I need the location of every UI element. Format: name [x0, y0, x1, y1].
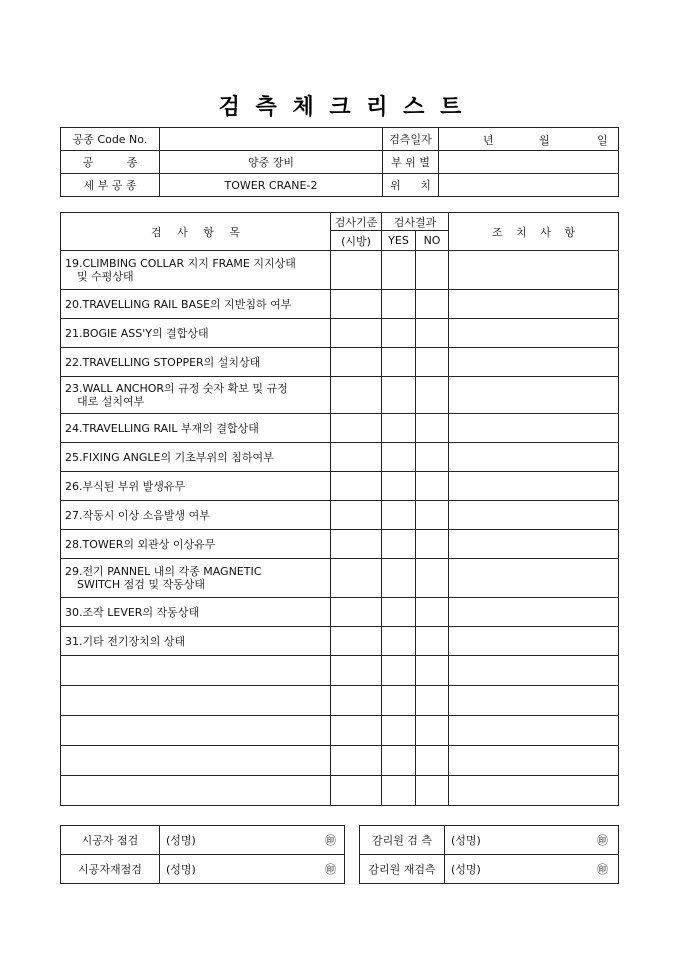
check-item: [61, 414, 331, 443]
blank-row: [61, 656, 619, 686]
check-item-text: 25.FIXING ANGLE의 기초부위의 침하여부: [65, 450, 274, 464]
standard-cell[interactable]: [331, 290, 382, 319]
info-row-code: [61, 128, 619, 151]
no-cell[interactable]: [416, 746, 449, 776]
check-item-text: 23.WALL ANCHOR의 규정 숫자 확보 및 규정: [65, 382, 288, 395]
table-row: [61, 251, 619, 290]
action-cell[interactable]: [449, 559, 619, 598]
standard-cell[interactable]: [331, 627, 382, 656]
contractor-check-name[interactable]: (성명): [160, 826, 275, 855]
part-value[interactable]: [439, 151, 619, 174]
no-cell[interactable]: [416, 290, 449, 319]
no-cell[interactable]: [416, 656, 449, 686]
standard-cell[interactable]: [331, 348, 382, 377]
header-item: 검 사 항 목: [61, 213, 331, 251]
contractor-check-seal: ㊞: [275, 826, 345, 855]
check-item: [61, 377, 331, 414]
supervisor-check-seal: ㊞: [549, 826, 619, 855]
standard-cell[interactable]: [331, 443, 382, 472]
standard-cell[interactable]: [331, 414, 382, 443]
info-row-trade: [61, 151, 619, 174]
contractor-check-label: 시공자 점검: [61, 826, 160, 855]
table-row: [61, 559, 619, 598]
standard-cell[interactable]: [331, 656, 382, 686]
yes-cell[interactable]: [382, 443, 416, 472]
contractor-recheck-name[interactable]: (성명): [160, 855, 275, 884]
yes-cell[interactable]: [382, 716, 416, 746]
code-value[interactable]: [160, 128, 383, 151]
action-cell[interactable]: [449, 776, 619, 806]
check-item-text: 27.작동시 이상 소음발생 여부: [65, 508, 210, 522]
trade-label: [61, 151, 160, 174]
check-item-text: 19.CLIMBING COLLAR 지지 FRAME 지지상태: [65, 257, 296, 270]
no-cell[interactable]: [416, 776, 449, 806]
item-cell[interactable]: [61, 656, 331, 686]
check-item: [61, 319, 331, 348]
inspection-date-label: 검측일자: [383, 128, 439, 151]
table-row: [61, 290, 619, 319]
supervisor-recheck-label: 감리원 재검측: [360, 855, 445, 884]
info-table: [60, 127, 619, 197]
standard-cell[interactable]: [331, 530, 382, 559]
table-row: [61, 627, 619, 656]
detail-trade-label: 세 부 공 종: [61, 174, 160, 197]
yes-cell[interactable]: [382, 319, 416, 348]
action-cell[interactable]: [449, 443, 619, 472]
yes-cell[interactable]: [382, 776, 416, 806]
check-item-text: 29.전기 PANNEL 내의 각종 MAGNETIC: [65, 565, 262, 578]
yes-cell[interactable]: [382, 377, 416, 414]
action-cell[interactable]: [449, 746, 619, 776]
header-standard: 검사기준: [331, 213, 382, 231]
contractor-recheck-seal: ㊞: [275, 855, 345, 884]
check-item-text: 28.TOWER의 외관상 이상유무: [65, 537, 216, 551]
action-cell[interactable]: [449, 656, 619, 686]
table-row: [61, 472, 619, 501]
action-cell[interactable]: [449, 716, 619, 746]
header-no: NO: [416, 231, 449, 251]
header-action: 조 치 사 항: [449, 213, 619, 251]
check-item-text-cont: 대로 설치여부: [77, 395, 145, 408]
action-cell[interactable]: [449, 251, 619, 290]
check-item-text-cont: SWITCH 점검 및 작동상태: [77, 578, 206, 591]
standard-cell[interactable]: [331, 686, 382, 716]
check-item-text: 22.TRAVELLING STOPPER의 설치상태: [65, 355, 261, 369]
blank-row: [61, 746, 619, 776]
yes-cell[interactable]: [382, 746, 416, 776]
yes-cell[interactable]: [382, 530, 416, 559]
yes-cell[interactable]: [382, 656, 416, 686]
standard-cell[interactable]: [331, 472, 382, 501]
supervisor-recheck-name[interactable]: (성명): [445, 855, 549, 884]
check-item-text: 30.조작 LEVER의 작동상태: [65, 605, 200, 619]
action-cell[interactable]: [449, 377, 619, 414]
check-item-text: 26.부식된 부위 발생유무: [65, 479, 186, 493]
check-item: [61, 348, 331, 377]
check-item: [61, 501, 331, 530]
action-cell[interactable]: [449, 319, 619, 348]
no-cell[interactable]: [416, 443, 449, 472]
no-cell[interactable]: [416, 319, 449, 348]
gap: [345, 855, 360, 884]
code-label: 공종 Code No.: [61, 128, 160, 151]
signature-table: [60, 825, 619, 884]
table-row: [61, 377, 619, 414]
yes-cell[interactable]: [382, 559, 416, 598]
check-item: [61, 627, 331, 656]
header-standard-sub: (시방): [331, 231, 382, 251]
yes-cell[interactable]: [382, 472, 416, 501]
header-row-1: [61, 213, 619, 231]
part-label: 부 위 별: [383, 151, 439, 174]
item-cell[interactable]: [61, 746, 331, 776]
item-cell[interactable]: [61, 776, 331, 806]
yes-cell[interactable]: [382, 414, 416, 443]
location-label: [383, 174, 439, 197]
no-cell[interactable]: [416, 627, 449, 656]
standard-cell[interactable]: [331, 251, 382, 290]
check-item: [61, 559, 331, 598]
standard-cell[interactable]: [331, 377, 382, 414]
no-cell[interactable]: [416, 472, 449, 501]
no-cell[interactable]: [416, 559, 449, 598]
no-cell[interactable]: [416, 251, 449, 290]
yes-cell[interactable]: [382, 501, 416, 530]
action-cell[interactable]: [449, 530, 619, 559]
check-item: [61, 530, 331, 559]
date-year: 년: [483, 134, 494, 147]
check-item-text: 20.TRAVELLING RAIL BASE의 지반침하 여부: [65, 297, 292, 311]
blank-row: [61, 776, 619, 806]
no-cell[interactable]: [416, 598, 449, 627]
yes-cell[interactable]: [382, 251, 416, 290]
action-cell[interactable]: [449, 290, 619, 319]
action-cell[interactable]: [449, 414, 619, 443]
table-row: [61, 443, 619, 472]
page-title: 검 측 체 크 리 스 트: [218, 94, 462, 120]
yes-cell[interactable]: [382, 627, 416, 656]
header-yes: YES: [382, 231, 416, 251]
item-cell[interactable]: [61, 686, 331, 716]
yes-cell[interactable]: [382, 348, 416, 377]
no-cell[interactable]: [416, 414, 449, 443]
item-cell[interactable]: [61, 716, 331, 746]
detail-trade-value[interactable]: TOWER CRANE-2: [160, 174, 383, 197]
no-cell[interactable]: [416, 530, 449, 559]
no-cell[interactable]: [416, 501, 449, 530]
supervisor-check-name[interactable]: (성명): [445, 826, 549, 855]
header-result: 검사결과: [382, 213, 449, 231]
standard-cell[interactable]: [331, 746, 382, 776]
action-cell[interactable]: [449, 348, 619, 377]
table-row: [61, 348, 619, 377]
gap: [345, 826, 360, 855]
action-cell[interactable]: [449, 627, 619, 656]
check-item-text: 21.BOGIE ASS'Y의 결합상태: [65, 326, 209, 340]
inspection-date-value[interactable]: [439, 128, 619, 151]
table-row: [61, 530, 619, 559]
blank-row: [61, 686, 619, 716]
check-item-text-cont: 및 수평상태: [77, 270, 134, 283]
check-item: [61, 251, 331, 290]
check-item: [61, 290, 331, 319]
standard-cell[interactable]: [331, 501, 382, 530]
trade-label-text: 공 종: [82, 156, 138, 169]
checklist-table: [60, 212, 619, 806]
action-cell[interactable]: [449, 686, 619, 716]
no-cell[interactable]: [416, 348, 449, 377]
action-cell[interactable]: [449, 501, 619, 530]
check-item: [61, 472, 331, 501]
signature-row-2: [61, 855, 619, 884]
checklist-rows: [61, 251, 619, 806]
location-value[interactable]: [439, 174, 619, 197]
location-label-text: 위 치: [390, 179, 431, 192]
yes-cell[interactable]: [382, 598, 416, 627]
check-item-text: 24.TRAVELLING RAIL 부재의 결합상태: [65, 421, 259, 435]
action-cell[interactable]: [449, 472, 619, 501]
standard-cell[interactable]: [331, 598, 382, 627]
contractor-recheck-label: 시공자재점검: [61, 855, 160, 884]
check-item: [61, 598, 331, 627]
standard-cell[interactable]: [331, 716, 382, 746]
info-row-detail: [61, 174, 619, 197]
yes-cell[interactable]: [382, 290, 416, 319]
standard-cell[interactable]: [331, 776, 382, 806]
no-cell[interactable]: [416, 686, 449, 716]
standard-cell[interactable]: [331, 559, 382, 598]
signature-row-1: [61, 826, 619, 855]
standard-cell[interactable]: [331, 319, 382, 348]
action-cell[interactable]: [449, 598, 619, 627]
table-row: [61, 501, 619, 530]
supervisor-check-label: 감리원 검 측: [360, 826, 445, 855]
trade-value[interactable]: 양중 장비: [160, 151, 383, 174]
table-row: [61, 414, 619, 443]
date-month: 월: [539, 134, 550, 147]
no-cell[interactable]: [416, 716, 449, 746]
no-cell[interactable]: [416, 377, 449, 414]
blank-row: [61, 716, 619, 746]
supervisor-recheck-seal: ㊞: [549, 855, 619, 884]
table-row: [61, 319, 619, 348]
yes-cell[interactable]: [382, 686, 416, 716]
date-day: 일: [597, 134, 608, 147]
table-row: [61, 598, 619, 627]
check-item-text: 31.기타 전기장치의 상태: [65, 634, 186, 648]
check-item: [61, 443, 331, 472]
